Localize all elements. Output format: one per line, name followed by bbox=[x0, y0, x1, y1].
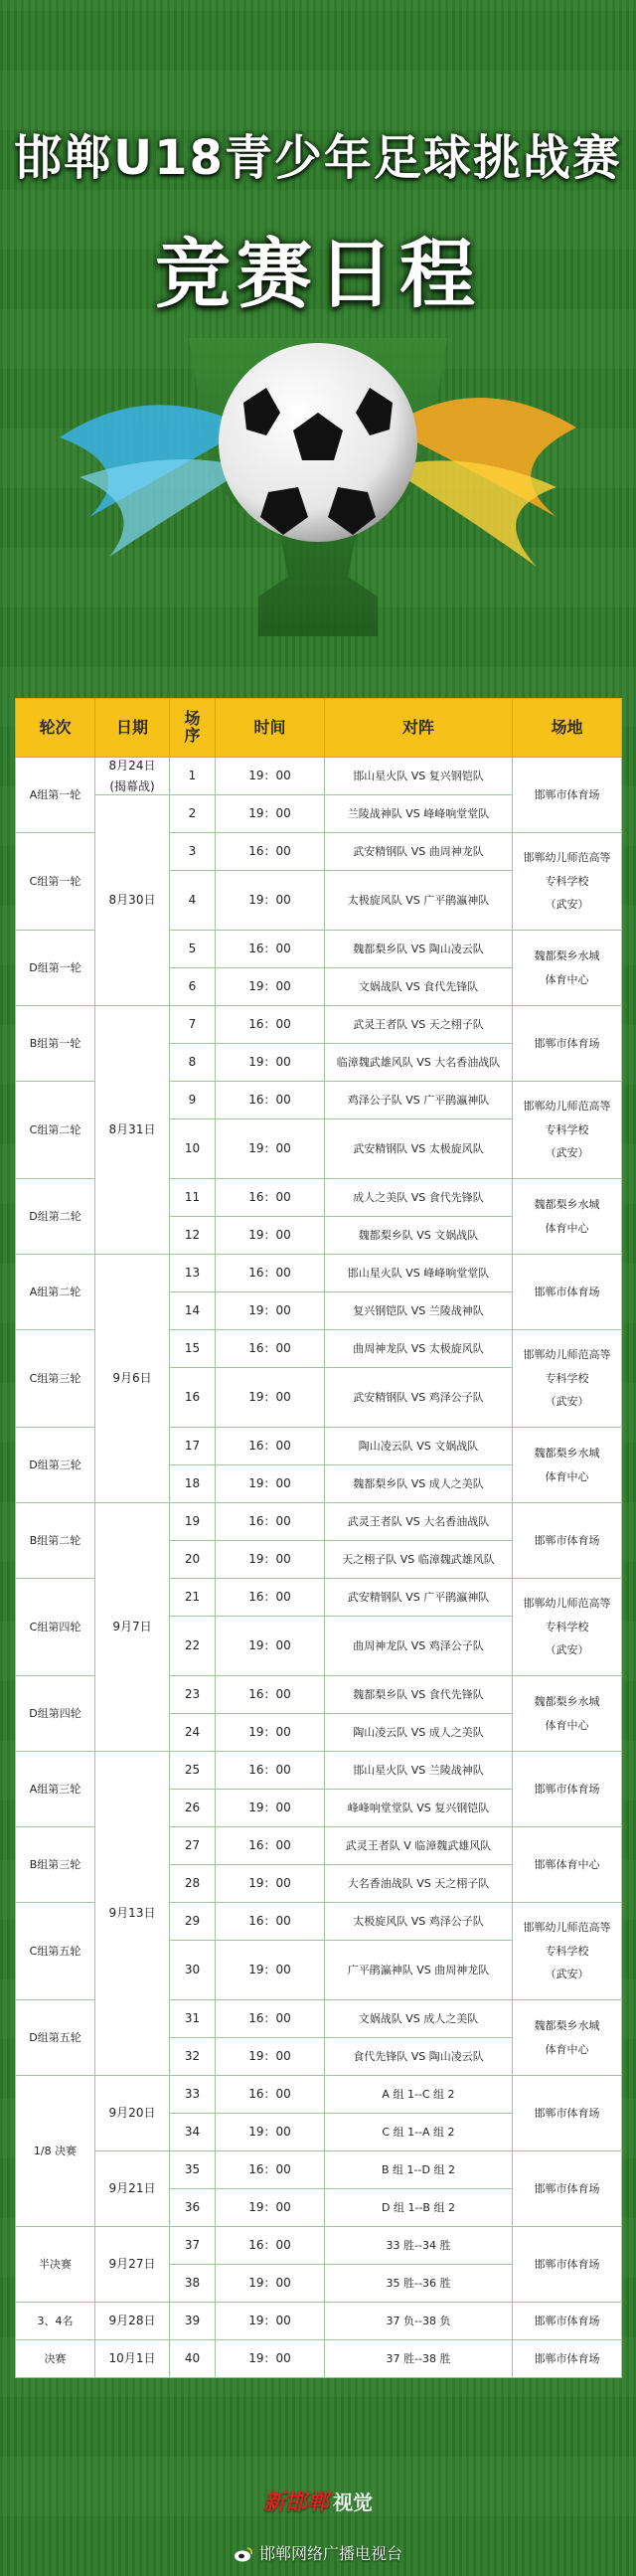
match-number-cell: 23 bbox=[170, 1676, 216, 1714]
time-cell: 16：00 bbox=[216, 1903, 325, 1941]
table-row bbox=[16, 2076, 622, 2114]
match-number-cell: 8 bbox=[170, 1044, 216, 1082]
time-cell: 19：00 bbox=[216, 1119, 325, 1179]
table-row bbox=[16, 2227, 622, 2265]
matchup-cell: 峰峰响堂堂队 VS 复兴钢铠队 bbox=[325, 1790, 513, 1827]
date-label: 9月21日 bbox=[108, 2181, 156, 2195]
match-number-cell: 6 bbox=[170, 968, 216, 1006]
matchup-cell: 邯山星火队 VS 兰陵战神队 bbox=[325, 1752, 513, 1790]
matchup-cell: 陶山凌云队 VS 成人之美队 bbox=[325, 1714, 513, 1752]
header-date: 日期 bbox=[95, 699, 170, 758]
date-label: 10月1日 bbox=[108, 2351, 156, 2365]
event-title: 邯郸U18青少年足球挑战赛 bbox=[14, 130, 622, 186]
round-cell: C组第三轮 bbox=[16, 1330, 95, 1428]
time-cell: 16：00 bbox=[216, 1579, 325, 1617]
date-label: 9月6日 bbox=[112, 1371, 152, 1385]
matchup-cell: 武安精钢队 VS 鸡泽公子队 bbox=[325, 1368, 513, 1428]
round-cell: C组第五轮 bbox=[16, 1903, 95, 2000]
match-number-cell: 9 bbox=[170, 1082, 216, 1119]
matchup-cell: 魏都梨乡队 VS 陶山凌云队 bbox=[325, 931, 513, 968]
date-cell bbox=[95, 2076, 170, 2151]
venue-line: 邯郸市体育场 bbox=[534, 1285, 600, 1298]
match-number-cell: 25 bbox=[170, 1752, 216, 1790]
time-cell: 16：00 bbox=[216, 1006, 325, 1044]
date-label: 9月13日 bbox=[108, 1906, 156, 1920]
time-cell: 19：00 bbox=[216, 1714, 325, 1752]
match-number-cell: 34 bbox=[170, 2114, 216, 2151]
venue-cell bbox=[513, 1255, 622, 1330]
venue-line: 邯郸市体育场 bbox=[534, 2106, 600, 2120]
venue-cell bbox=[513, 1503, 622, 1579]
matchup-cell: 文娲战队 VS 食代先锋队 bbox=[325, 968, 513, 1006]
time-cell: 19：00 bbox=[216, 1217, 325, 1255]
venue-line: 邯郸幼儿师范高等 bbox=[523, 1099, 611, 1113]
match-number-cell: 32 bbox=[170, 2038, 216, 2076]
match-number-cell: 26 bbox=[170, 1790, 216, 1827]
round-cell: D组第三轮 bbox=[16, 1428, 95, 1503]
schedule-table-container bbox=[15, 698, 621, 2378]
matchup-cell: 33 胜--34 胜 bbox=[325, 2227, 513, 2265]
time-cell: 19：00 bbox=[216, 1465, 325, 1503]
date-label: 9月7日 bbox=[112, 1620, 152, 1633]
round-cell: 3、4名 bbox=[16, 2303, 95, 2340]
venue-line: 专科学校 bbox=[545, 874, 589, 888]
time-cell: 16：00 bbox=[216, 1179, 325, 1217]
matchup-cell: 邯山星火队 VS 复兴钢铠队 bbox=[325, 758, 513, 795]
round-cell: A组第一轮 bbox=[16, 758, 95, 833]
date-label: 9月20日 bbox=[108, 2106, 156, 2120]
matchup-cell: 武安精钢队 VS 太极旋风队 bbox=[325, 1119, 513, 1179]
date-cell bbox=[95, 1752, 170, 2076]
match-number-cell: 11 bbox=[170, 1179, 216, 1217]
header-round: 轮次 bbox=[16, 699, 95, 758]
match-number-cell: 31 bbox=[170, 2000, 216, 2038]
venue-line: 邯郸幼儿师范高等 bbox=[523, 1347, 611, 1361]
round-cell: C组第四轮 bbox=[16, 1579, 95, 1676]
logo-sub-text: 视觉 bbox=[333, 2490, 373, 2514]
header-match-number: 场序 bbox=[170, 699, 216, 758]
venue-line: 邯郸市体育场 bbox=[534, 1533, 600, 1547]
date-note: (揭幕战) bbox=[109, 778, 155, 793]
table-row bbox=[16, 1255, 622, 1292]
match-number-cell: 12 bbox=[170, 1217, 216, 1255]
matchup-cell: 35 胜--36 胜 bbox=[325, 2265, 513, 2303]
weibo-icon bbox=[234, 2546, 253, 2562]
time-cell: 16：00 bbox=[216, 1255, 325, 1292]
table-header-row bbox=[16, 699, 622, 758]
date-label: 8月30日 bbox=[108, 893, 156, 907]
date-cell bbox=[95, 2303, 170, 2340]
time-cell: 16：00 bbox=[216, 1827, 325, 1865]
match-number-cell: 16 bbox=[170, 1368, 216, 1428]
venue-line: 邯郸市体育场 bbox=[534, 2181, 600, 2195]
match-number-cell: 36 bbox=[170, 2189, 216, 2227]
venue-cell bbox=[513, 1006, 622, 1082]
venue-line: （武安） bbox=[545, 1643, 589, 1657]
matchup-cell: 太极旋风队 VS 鸡泽公子队 bbox=[325, 1903, 513, 1941]
round-cell: C组第二轮 bbox=[16, 1082, 95, 1179]
match-number-cell: 10 bbox=[170, 1119, 216, 1179]
table-row bbox=[16, 2303, 622, 2340]
venue-line: 专科学校 bbox=[545, 1371, 589, 1385]
round-cell: A组第二轮 bbox=[16, 1255, 95, 1330]
venue-line: 魏都梨乡水城 bbox=[534, 2018, 600, 2032]
round-cell: D组第五轮 bbox=[16, 2000, 95, 2076]
match-number-cell: 7 bbox=[170, 1006, 216, 1044]
venue-cell bbox=[513, 1903, 622, 2000]
time-cell: 19：00 bbox=[216, 1292, 325, 1330]
date-label: 8月24日 bbox=[108, 758, 156, 773]
time-cell: 16：00 bbox=[216, 1428, 325, 1465]
time-cell: 19：00 bbox=[216, 1368, 325, 1428]
time-cell: 16：00 bbox=[216, 2227, 325, 2265]
matchup-cell: 武安精钢队 VS 广平鹃瀛神队 bbox=[325, 1579, 513, 1617]
time-cell: 19：00 bbox=[216, 2189, 325, 2227]
venue-line: 邯郸市体育场 bbox=[534, 2257, 600, 2271]
match-number-cell: 28 bbox=[170, 1865, 216, 1903]
matchup-cell: 37 胜--38 胜 bbox=[325, 2340, 513, 2378]
matchup-cell: C 组 1--A 组 2 bbox=[325, 2114, 513, 2151]
venue-line: （武安） bbox=[545, 1968, 589, 1981]
venue-cell bbox=[513, 2303, 622, 2340]
time-cell: 19：00 bbox=[216, 1790, 325, 1827]
matchup-cell: 魏都梨乡队 VS 成人之美队 bbox=[325, 1465, 513, 1503]
date-label: 9月28日 bbox=[108, 2314, 156, 2327]
venue-line: 体育中心 bbox=[545, 1221, 589, 1235]
match-number-cell: 27 bbox=[170, 1827, 216, 1865]
table-row bbox=[16, 2340, 622, 2378]
matchup-cell: 兰陵战神队 VS 峰峰响堂堂队 bbox=[325, 795, 513, 833]
round-cell: 半决赛 bbox=[16, 2227, 95, 2303]
time-cell: 19：00 bbox=[216, 1865, 325, 1903]
matchup-cell: 魏都梨乡队 VS 文娲战队 bbox=[325, 1217, 513, 1255]
venue-cell bbox=[513, 1428, 622, 1503]
match-number-cell: 35 bbox=[170, 2151, 216, 2189]
venue-line: 体育中心 bbox=[545, 2042, 589, 2056]
date-cell bbox=[95, 1255, 170, 1503]
round-cell: D组第一轮 bbox=[16, 931, 95, 1006]
matchup-cell: 太极旋风队 VS 广平鹃瀛神队 bbox=[325, 871, 513, 931]
match-number-cell: 20 bbox=[170, 1541, 216, 1579]
match-number-cell: 14 bbox=[170, 1292, 216, 1330]
time-cell: 19：00 bbox=[216, 795, 325, 833]
venue-cell bbox=[513, 2227, 622, 2303]
time-cell: 19：00 bbox=[216, 2265, 325, 2303]
venue-line: 魏都梨乡水城 bbox=[534, 1197, 600, 1211]
venue-cell bbox=[513, 1752, 622, 1827]
venue-line: 体育中心 bbox=[545, 1469, 589, 1483]
table-row bbox=[16, 758, 622, 795]
match-number-cell: 1 bbox=[170, 758, 216, 795]
header-time: 时间 bbox=[216, 699, 325, 758]
matchup-cell: 魏都梨乡队 VS 食代先锋队 bbox=[325, 1676, 513, 1714]
time-cell: 19：00 bbox=[216, 1617, 325, 1676]
matchup-cell: 37 负--38 负 bbox=[325, 2303, 513, 2340]
venue-line: （武安） bbox=[545, 898, 589, 912]
match-number-cell: 38 bbox=[170, 2265, 216, 2303]
date-cell bbox=[95, 1503, 170, 1752]
schedule-heading: 竞赛日程 bbox=[155, 230, 481, 318]
round-cell: B组第二轮 bbox=[16, 1503, 95, 1579]
credit-text: 邯郸网络广播电视台 bbox=[258, 2544, 402, 2563]
venue-cell bbox=[513, 1827, 622, 1903]
time-cell: 16：00 bbox=[216, 931, 325, 968]
venue-line: 魏都梨乡水城 bbox=[534, 1694, 600, 1708]
time-cell: 19：00 bbox=[216, 968, 325, 1006]
matchup-cell: 曲周神龙队 VS 太极旋风队 bbox=[325, 1330, 513, 1368]
venue-line: 体育中心 bbox=[545, 972, 589, 986]
match-number-cell: 21 bbox=[170, 1579, 216, 1617]
match-number-cell: 18 bbox=[170, 1465, 216, 1503]
matchup-cell: 临漳魏武雄风队 VS 大名香油战队 bbox=[325, 1044, 513, 1082]
round-cell: A组第三轮 bbox=[16, 1752, 95, 1827]
round-cell: D组第四轮 bbox=[16, 1676, 95, 1752]
time-cell: 16：00 bbox=[216, 1330, 325, 1368]
matchup-cell: 武安精钢队 VS 曲周神龙队 bbox=[325, 833, 513, 871]
matchup-cell: 武灵王者队 VS 天之栩子队 bbox=[325, 1006, 513, 1044]
match-number-cell: 24 bbox=[170, 1714, 216, 1752]
match-number-cell: 17 bbox=[170, 1428, 216, 1465]
matchup-cell: B 组 1--D 组 2 bbox=[325, 2151, 513, 2189]
venue-cell bbox=[513, 758, 622, 833]
match-number-cell: 5 bbox=[170, 931, 216, 968]
venue-line: （武安） bbox=[545, 1395, 589, 1409]
time-cell: 16：00 bbox=[216, 2076, 325, 2114]
venue-line: 专科学校 bbox=[545, 1620, 589, 1633]
time-cell: 16：00 bbox=[216, 833, 325, 871]
date-label: 9月27日 bbox=[108, 2257, 156, 2271]
venue-line: 邯郸市体育场 bbox=[534, 787, 600, 801]
round-cell: C组第一轮 bbox=[16, 833, 95, 931]
matchup-cell: 大名香油战队 VS 天之栩子队 bbox=[325, 1865, 513, 1903]
matchup-cell: 文娲战队 VS 成人之美队 bbox=[325, 2000, 513, 2038]
matchup-cell: 邯山星火队 VS 峰峰响堂堂队 bbox=[325, 1255, 513, 1292]
table-row bbox=[16, 1503, 622, 1541]
time-cell: 19：00 bbox=[216, 758, 325, 795]
time-cell: 19：00 bbox=[216, 1941, 325, 2000]
venue-line: （武安） bbox=[545, 1146, 589, 1160]
venue-line: 邯郸幼儿师范高等 bbox=[523, 1920, 611, 1934]
venue-line: 邯郸体育中心 bbox=[534, 1857, 600, 1871]
matchup-cell: 天之栩子队 VS 临漳魏武雄风队 bbox=[325, 1541, 513, 1579]
time-cell: 19：00 bbox=[216, 2340, 325, 2378]
matchup-cell: 成人之美队 VS 食代先锋队 bbox=[325, 1179, 513, 1217]
venue-cell bbox=[513, 2340, 622, 2378]
venue-cell bbox=[513, 1082, 622, 1179]
date-cell bbox=[95, 1006, 170, 1255]
venue-line: 邯郸市体育场 bbox=[534, 2314, 600, 2327]
venue-cell bbox=[513, 1330, 622, 1428]
time-cell: 19：00 bbox=[216, 1044, 325, 1082]
header-venue: 场地 bbox=[513, 699, 622, 758]
media-logo bbox=[0, 2486, 636, 2516]
time-cell: 19：00 bbox=[216, 2303, 325, 2340]
date-cell bbox=[95, 758, 170, 795]
venue-cell bbox=[513, 1676, 622, 1752]
date-label: 8月31日 bbox=[108, 1122, 156, 1136]
match-number-cell: 2 bbox=[170, 795, 216, 833]
venue-cell bbox=[513, 2151, 622, 2227]
time-cell: 19：00 bbox=[216, 1541, 325, 1579]
round-cell: 决赛 bbox=[16, 2340, 95, 2378]
match-number-cell: 19 bbox=[170, 1503, 216, 1541]
round-cell: B组第三轮 bbox=[16, 1827, 95, 1903]
schedule-table bbox=[15, 698, 622, 2378]
table-row bbox=[16, 1752, 622, 1790]
date-cell bbox=[95, 795, 170, 1006]
venue-line: 专科学校 bbox=[545, 1944, 589, 1958]
date-cell bbox=[95, 2151, 170, 2227]
hero-banner bbox=[0, 0, 636, 696]
match-number-cell: 37 bbox=[170, 2227, 216, 2265]
time-cell: 16：00 bbox=[216, 1676, 325, 1714]
table-row bbox=[16, 2151, 622, 2189]
match-number-cell: 39 bbox=[170, 2303, 216, 2340]
match-number-cell: 40 bbox=[170, 2340, 216, 2378]
venue-line: 魏都梨乡水城 bbox=[534, 948, 600, 962]
venue-line: 邯郸市体育场 bbox=[534, 1782, 600, 1796]
logo-main-text: 新邯郸 bbox=[262, 2490, 329, 2515]
venue-cell bbox=[513, 2076, 622, 2151]
venue-line: 邯郸幼儿师范高等 bbox=[523, 850, 611, 864]
matchup-cell: 食代先锋队 VS 陶山凌云队 bbox=[325, 2038, 513, 2076]
time-cell: 16：00 bbox=[216, 1752, 325, 1790]
matchup-cell: 武灵王者队 VS 大名香油战队 bbox=[325, 1503, 513, 1541]
date-cell bbox=[95, 2340, 170, 2378]
venue-cell bbox=[513, 1179, 622, 1255]
time-cell: 19：00 bbox=[216, 2038, 325, 2076]
matchup-cell: D 组 1--B 组 2 bbox=[325, 2189, 513, 2227]
match-number-cell: 15 bbox=[170, 1330, 216, 1368]
matchup-cell: 曲周神龙队 VS 鸡泽公子队 bbox=[325, 1617, 513, 1676]
round-cell: B组第一轮 bbox=[16, 1006, 95, 1082]
time-cell: 16：00 bbox=[216, 2151, 325, 2189]
venue-line: 魏都梨乡水城 bbox=[534, 1446, 600, 1460]
matchup-cell: A 组 1--C 组 2 bbox=[325, 2076, 513, 2114]
matchup-cell: 复兴钢铠队 VS 兰陵战神队 bbox=[325, 1292, 513, 1330]
time-cell: 16：00 bbox=[216, 2000, 325, 2038]
round-cell: 1/8 决赛 bbox=[16, 2076, 95, 2227]
match-number-cell: 30 bbox=[170, 1941, 216, 2000]
matchup-cell: 鸡泽公子队 VS 广平鹃瀛神队 bbox=[325, 1082, 513, 1119]
time-cell: 16：00 bbox=[216, 1503, 325, 1541]
venue-line: 邯郸市体育场 bbox=[534, 2351, 600, 2365]
schedule-table-body bbox=[16, 758, 622, 2378]
venue-line: 邯郸幼儿师范高等 bbox=[523, 1596, 611, 1610]
venue-line: 专科学校 bbox=[545, 1122, 589, 1136]
date-cell bbox=[95, 2227, 170, 2303]
match-number-cell: 29 bbox=[170, 1903, 216, 1941]
venue-cell bbox=[513, 1579, 622, 1676]
table-row bbox=[16, 1006, 622, 1044]
trophy-ball-illustration bbox=[0, 318, 636, 696]
venue-line: 邯郸市体育场 bbox=[534, 1036, 600, 1050]
venue-line: 体育中心 bbox=[545, 1718, 589, 1732]
venue-cell bbox=[513, 833, 622, 931]
time-cell: 16：00 bbox=[216, 1082, 325, 1119]
source-credit bbox=[0, 2541, 636, 2564]
match-number-cell: 3 bbox=[170, 833, 216, 871]
time-cell: 19：00 bbox=[216, 871, 325, 931]
round-cell: D组第二轮 bbox=[16, 1179, 95, 1255]
matchup-cell: 陶山凌云队 VS 文娲战队 bbox=[325, 1428, 513, 1465]
venue-cell bbox=[513, 931, 622, 1006]
match-number-cell: 33 bbox=[170, 2076, 216, 2114]
header-matchup: 对阵 bbox=[325, 699, 513, 758]
venue-cell bbox=[513, 2000, 622, 2076]
match-number-cell: 13 bbox=[170, 1255, 216, 1292]
match-number-cell: 4 bbox=[170, 871, 216, 931]
match-number-cell: 22 bbox=[170, 1617, 216, 1676]
time-cell: 19：00 bbox=[216, 2114, 325, 2151]
matchup-cell: 广平鹃瀛神队 VS 曲周神龙队 bbox=[325, 1941, 513, 2000]
matchup-cell: 武灵王者队 V 临漳魏武雄风队 bbox=[325, 1827, 513, 1865]
